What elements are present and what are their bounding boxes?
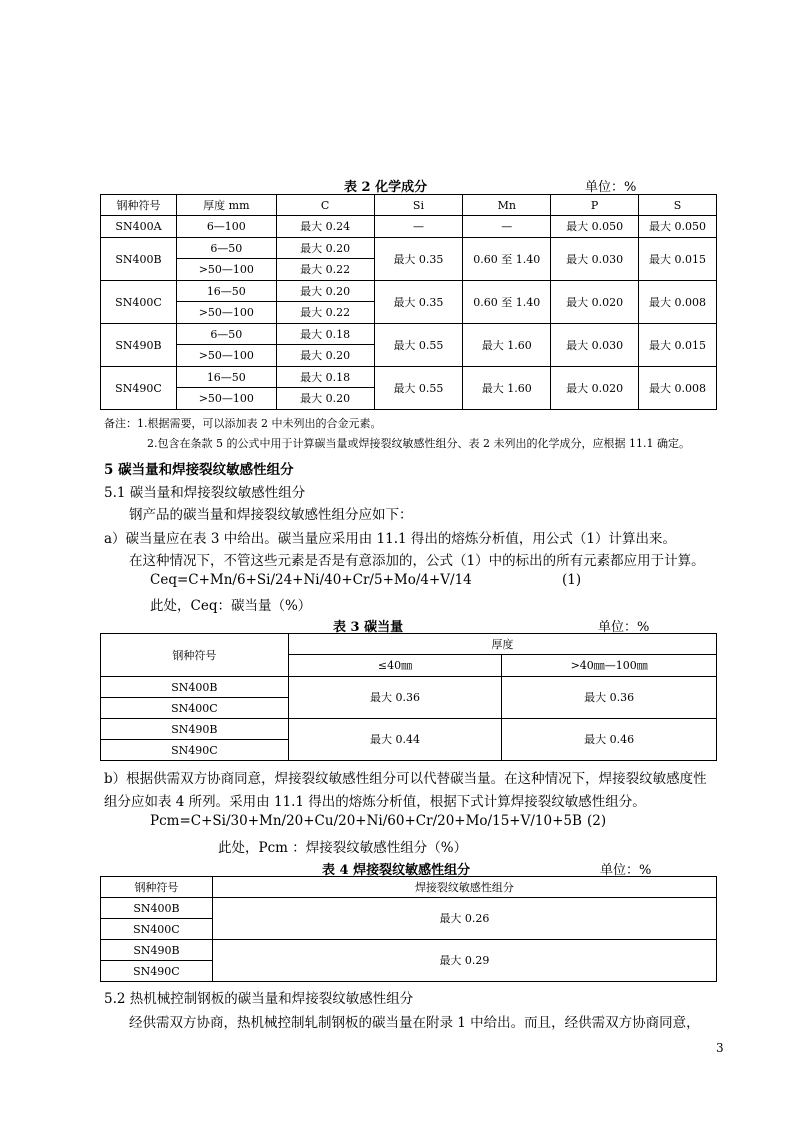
table2-header-cell: Si xyxy=(374,195,463,216)
table4-caption: 表 4 焊接裂纹敏感性组分 xyxy=(322,863,471,878)
table2-header-cell: P xyxy=(551,195,639,216)
table-cell: 最大 0.26 xyxy=(212,898,716,940)
table-cell: SN490B xyxy=(101,324,177,367)
formula-2-number: (2) xyxy=(587,813,607,829)
table2-note-2: 2.包含在条款 5 的公式中用于计算碳当量或焊接裂纹敏感性组分、表 2 未列出的化学成分，应根据 11.1 确定。 xyxy=(147,437,690,450)
table4-header-row xyxy=(101,877,717,898)
table3-unit: 单位：% xyxy=(598,620,650,635)
table-row xyxy=(101,719,717,740)
table-cell: SN400C xyxy=(101,698,289,719)
table-cell: 最大 0.030 xyxy=(551,324,639,367)
table-cell: 最大 0.22 xyxy=(276,302,374,324)
paragraph: 钢产品的碳当量和焊接裂纹敏感性组分应如下： xyxy=(129,507,413,523)
table-row xyxy=(101,238,717,259)
table2-header-row xyxy=(101,195,717,216)
table-cell: 6—50 xyxy=(176,324,276,345)
table-cell: SN400C xyxy=(101,281,177,324)
table-cell: 最大 0.008 xyxy=(639,281,717,324)
table-cell: 最大 0.050 xyxy=(551,216,639,238)
table-cell: 最大 0.44 xyxy=(288,719,502,761)
formula-1-where: 此处，Ceq：碳当量（%） xyxy=(150,598,312,614)
paragraph: 经供需双方协商，热机械控制轧制钢板的碳当量在附录 1 中给出。而且，经供需双方协商同意， xyxy=(129,1015,700,1031)
table-cell: SN490C xyxy=(101,740,289,761)
table-cell: SN490C xyxy=(101,367,177,410)
table-cell: 16—50 xyxy=(176,367,276,388)
table-cell: 最大 0.35 xyxy=(374,281,463,324)
table-cell: >50—100 xyxy=(176,302,276,324)
table-row xyxy=(101,677,717,698)
paragraph: b）根据供需双方协商同意，焊接裂纹敏感性组分可以代替碳当量。在这种情况下，焊接裂纹敏感度性 xyxy=(104,771,707,787)
table2-note-1: 备注：1.根据需要，可以添加表 2 中未列出的合金元素。 xyxy=(104,417,382,430)
table-cell: SN400B xyxy=(101,238,177,281)
table2-header-cell: C xyxy=(276,195,374,216)
table-cell: >50—100 xyxy=(176,388,276,410)
table-cell: 最大 0.050 xyxy=(639,216,717,238)
page-number: 3 xyxy=(716,1041,724,1055)
section-5-1-heading: 5.1 碳当量和焊接裂纹敏感性组分 xyxy=(104,485,306,501)
table2-header-cell: Mn xyxy=(463,195,551,216)
table4-header-cell: 钢种符号 xyxy=(101,877,213,898)
table3-header-cell: >40㎜—100㎜ xyxy=(502,655,717,677)
table4-header-cell: 焊接裂纹敏感性组分 xyxy=(212,877,716,898)
table-cell: 最大 0.20 xyxy=(276,345,374,367)
table2-header-cell: S xyxy=(639,195,717,216)
table-cell: 最大 0.22 xyxy=(276,259,374,281)
table2-header-cell: 厚度 mm xyxy=(176,195,276,216)
table-row xyxy=(101,898,717,919)
table3 xyxy=(100,633,717,761)
table-cell: >50—100 xyxy=(176,259,276,281)
table-cell: SN400B xyxy=(101,898,213,919)
table3-header-cell: ≤40㎜ xyxy=(288,655,502,677)
table-cell: 16—50 xyxy=(176,281,276,302)
table-row xyxy=(101,940,717,961)
table-cell: 最大 0.55 xyxy=(374,367,463,410)
table-cell: 最大 0.35 xyxy=(374,238,463,281)
table4 xyxy=(100,876,717,982)
table2 xyxy=(100,194,717,410)
table-cell: 最大 0.030 xyxy=(551,238,639,281)
table-cell: 最大 1.60 xyxy=(463,324,551,367)
table-cell: SN490B xyxy=(101,719,289,740)
table-cell: 最大 0.008 xyxy=(639,367,717,410)
formula-1: Ceq=C+Mn/6+Si/24+Ni/40+Cr/5+Mo/4+V/14 xyxy=(150,572,472,588)
table-cell: SN400A xyxy=(101,216,177,238)
table2-unit: 单位：% xyxy=(585,180,637,195)
table-cell: 最大 0.20 xyxy=(276,238,374,259)
table-row xyxy=(101,324,717,345)
table-cell: 最大 0.020 xyxy=(551,281,639,324)
table4-unit: 单位：% xyxy=(600,863,652,878)
table-cell: >50—100 xyxy=(176,345,276,367)
table3-header-row xyxy=(101,634,717,655)
table3-header-cell: 钢种符号 xyxy=(101,634,289,677)
formula-1-number: (1) xyxy=(562,572,582,588)
formula-2: Pcm=C+Si/30+Mn/20+Cu/20+Ni/60+Cr/20+Mo/15+V/10+5B xyxy=(150,813,582,829)
table-row xyxy=(101,216,717,238)
table-cell: 最大 0.55 xyxy=(374,324,463,367)
table-cell: 最大 0.36 xyxy=(502,677,717,719)
paragraph: 在这种情况下，不管这些元素是否是有意添加的，公式（1）中的标出的所有元素都应用于计算。 xyxy=(129,553,705,569)
formula-2-where: 此处，Pcm ：焊接裂纹敏感性组分（%） xyxy=(218,840,468,856)
table-cell: 最大 0.015 xyxy=(639,324,717,367)
table2-caption: 表 2 化学成分 xyxy=(344,180,428,195)
table-cell: SN490C xyxy=(101,961,213,982)
table-cell: SN490B xyxy=(101,940,213,961)
table-cell: 6—100 xyxy=(176,216,276,238)
table-cell: — xyxy=(374,216,463,238)
table-cell: 最大 0.36 xyxy=(288,677,502,719)
table-cell: SN400B xyxy=(101,677,289,698)
table-cell: 最大 0.020 xyxy=(551,367,639,410)
table-cell: 6—50 xyxy=(176,238,276,259)
table-cell: 最大 0.015 xyxy=(639,238,717,281)
table-cell: 最大 1.60 xyxy=(463,367,551,410)
table-cell: — xyxy=(463,216,551,238)
table-cell: 最大 0.29 xyxy=(212,940,716,982)
table-cell: 0.60 至 1.40 xyxy=(463,238,551,281)
paragraph: a）碳当量应在表 3 中给出。碳当量应采用由 11.1 得出的熔炼分析值，用公式（1）计算出来。 xyxy=(104,531,676,547)
table-cell: SN400C xyxy=(101,919,213,940)
table-row xyxy=(101,367,717,388)
table-cell: 最大 0.24 xyxy=(276,216,374,238)
table-cell: 0.60 至 1.40 xyxy=(463,281,551,324)
table-cell: 最大 0.18 xyxy=(276,324,374,345)
table2-header-cell: 钢种符号 xyxy=(101,195,177,216)
paragraph: 组分应如表 4 所列。采用由 11.1 得出的熔炼分析值，根据下式计算焊接裂纹敏感性组分。 xyxy=(104,794,646,810)
table-cell: 最大 0.20 xyxy=(276,281,374,302)
table-cell: 最大 0.20 xyxy=(276,388,374,410)
section-5-2-heading: 5.2 热机械控制钢板的碳当量和焊接裂纹敏感性组分 xyxy=(104,991,414,1007)
table-cell: 最大 0.46 xyxy=(502,719,717,761)
table3-header-cell: 厚度 xyxy=(288,634,716,655)
table-cell: 最大 0.18 xyxy=(276,367,374,388)
section-5-heading: 5 碳当量和焊接裂纹敏感性组分 xyxy=(104,462,294,478)
table3-caption: 表 3 碳当量 xyxy=(333,620,404,635)
table-row xyxy=(101,281,717,302)
